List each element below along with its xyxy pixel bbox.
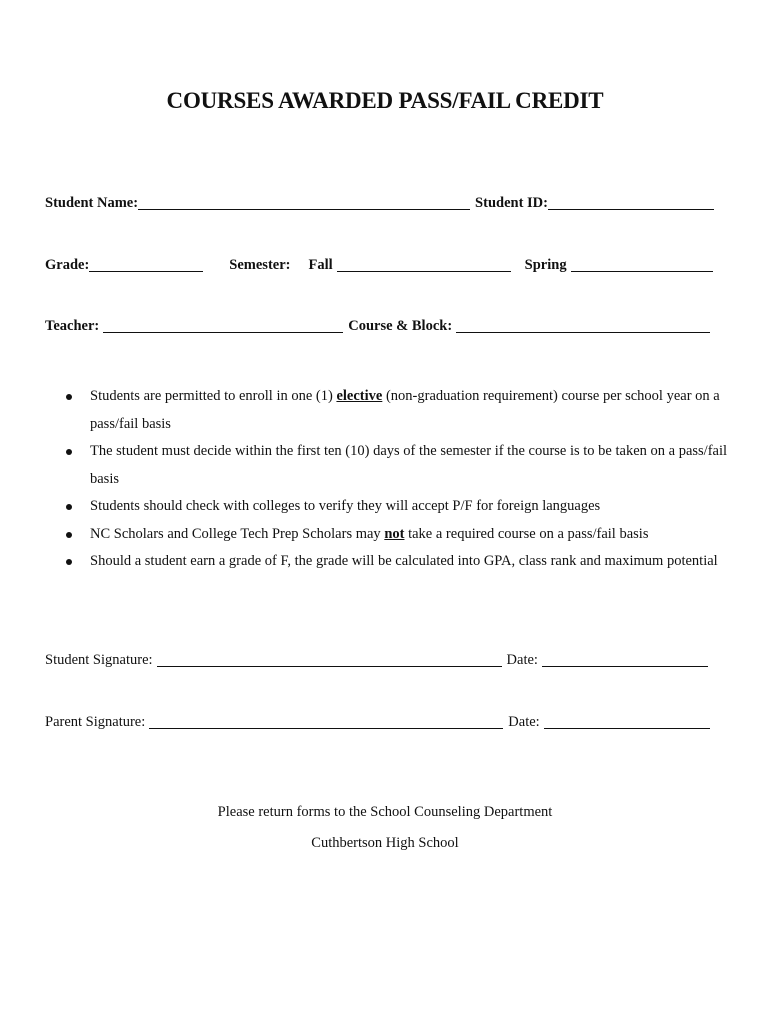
grade-field[interactable]	[89, 257, 203, 272]
student-signature-label: Student Signature:	[45, 652, 153, 668]
student-id-label: Student ID:	[475, 195, 548, 211]
bullet-icon	[66, 449, 72, 455]
bullet-icon	[66, 394, 72, 400]
list-item: Students should check with colleges to verify they will accept P/F for foreign languages	[66, 493, 736, 521]
student-date-field[interactable]	[542, 652, 708, 667]
course-block-label: Course & Block:	[348, 318, 453, 334]
teacher-field[interactable]	[103, 318, 343, 333]
student-date-label: Date:	[506, 652, 538, 668]
spring-label: Spring	[524, 257, 567, 273]
parent-signature-label: Parent Signature:	[45, 714, 146, 730]
policy-list	[66, 383, 736, 576]
grade-label: Grade:	[45, 257, 90, 273]
list-item: Students are permitted to enroll in one (1) elective (non-graduation requirement) course per school year on a pass/fail basis	[66, 383, 736, 438]
teacher-course-row	[45, 315, 725, 335]
parent-date-label: Date:	[508, 714, 540, 730]
footer-school-name: Cuthbertson High School	[311, 835, 459, 851]
page-title: COURSES AWARDED PASS/FAIL CREDIT	[166, 88, 604, 113]
bullet-icon	[66, 532, 72, 538]
teacher-label: Teacher:	[45, 318, 100, 334]
parent-signature-row	[45, 711, 725, 731]
student-signature-row	[45, 649, 725, 669]
list-item: NC Scholars and College Tech Prep Scholars may not take a required course on a pass/fail basis	[66, 521, 736, 549]
emphasis-text: elective	[336, 388, 383, 404]
parent-date-field[interactable]	[544, 714, 710, 729]
fall-label: Fall	[308, 257, 333, 273]
student-id-field[interactable]	[548, 195, 714, 210]
parent-signature-field[interactable]	[149, 714, 503, 729]
student-info-row	[45, 192, 725, 212]
emphasis-text: not	[384, 525, 405, 542]
bullet-icon	[66, 559, 72, 565]
fall-field[interactable]	[337, 257, 511, 272]
student-name-field[interactable]	[138, 195, 470, 210]
grade-semester-row	[45, 254, 725, 274]
footer-instructions: Please return forms to the School Counseling Department	[217, 804, 553, 820]
list-item: The student must decide within the first ten (10) days of the semester if the course is to be taken on a pass/fail basis	[66, 438, 736, 493]
course-block-field[interactable]	[456, 318, 710, 333]
student-signature-field[interactable]	[157, 652, 502, 667]
semester-label: Semester:	[229, 257, 291, 273]
list-item: Should a student earn a grade of F, the grade will be calculated into GPA, class rank and maximum potential	[66, 548, 736, 576]
bullet-icon	[66, 504, 72, 510]
spring-field[interactable]	[571, 257, 713, 272]
student-name-label: Student Name:	[45, 195, 139, 211]
